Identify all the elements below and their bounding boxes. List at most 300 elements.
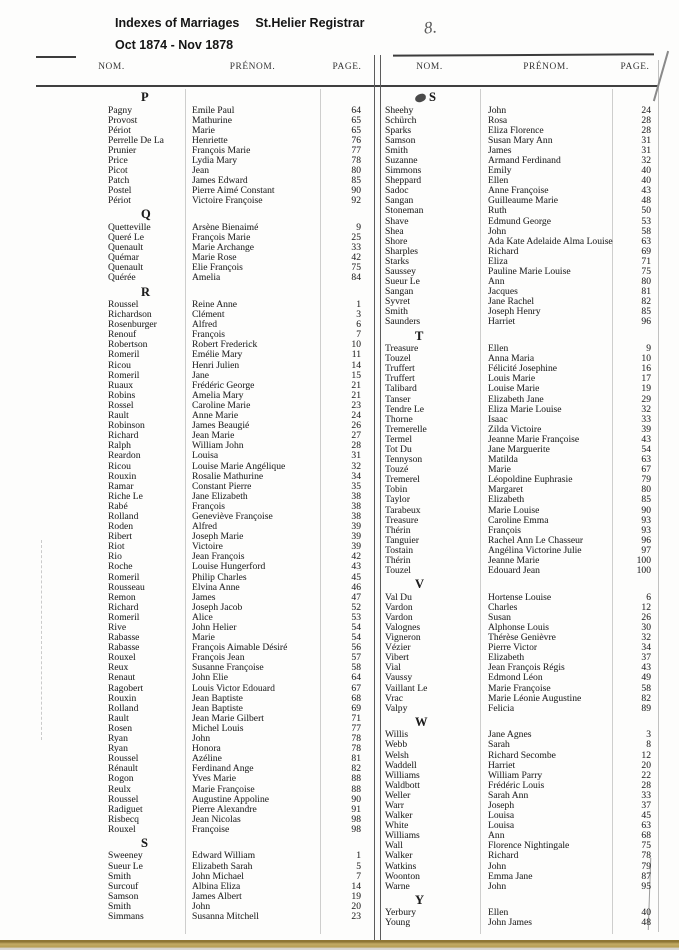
page-cell: 78 — [351, 743, 361, 755]
prenom-header: PRÉNOM. — [229, 62, 276, 72]
page-cell: 46 — [351, 581, 361, 593]
nom-cell: Rouxel — [108, 652, 136, 664]
prenom-cell: Louisa — [488, 810, 515, 822]
page-cell: 32 — [641, 154, 651, 166]
nom-cell: Rabasse — [108, 642, 140, 654]
prenom-cell: Isaac — [488, 413, 508, 425]
prenom-cell: Emma Jane — [488, 870, 533, 882]
prenom-header: PRÉNOM. — [523, 62, 569, 72]
nom-cell: Rouxin — [108, 470, 137, 482]
nom-cell: Tostain — [385, 544, 414, 556]
prenom-cell: Emile Paul — [192, 104, 235, 116]
nom-cell: Talibard — [385, 383, 417, 395]
page-cell: 12 — [641, 749, 651, 761]
page-cell: 78 — [641, 850, 651, 862]
nom-cell: Young — [385, 917, 411, 929]
page-cell: 31 — [641, 144, 651, 156]
table-row — [379, 237, 658, 247]
page-cell: 53 — [351, 611, 361, 623]
nom-cell: Tanser — [385, 393, 411, 405]
page-cell: 92 — [351, 195, 361, 207]
nom-cell: Rogon — [108, 773, 134, 785]
nom-cell: Starks — [385, 255, 409, 267]
prenom-cell: Susan — [488, 611, 511, 623]
page-cell: 85 — [641, 494, 651, 506]
prenom-cell: François Marie — [192, 144, 251, 156]
nom-cell: Ryan — [108, 743, 128, 755]
nom-cell: Roussel — [108, 753, 139, 765]
table-row — [379, 317, 658, 327]
page-cell: 20 — [351, 900, 361, 912]
page-cell: 75 — [351, 262, 361, 274]
prenom-cell: Marie Rose — [192, 252, 237, 264]
nom-cell: Ribert — [108, 531, 132, 543]
prenom-cell: Louise Marie Angélique — [192, 460, 286, 472]
nom-cell: Walker — [385, 850, 413, 862]
table-row — [379, 593, 658, 603]
nom-cell: Renaut — [108, 672, 136, 684]
nom-cell: Touzel — [385, 565, 411, 577]
prenom-cell: Felicia — [488, 702, 515, 714]
page-cell: 84 — [351, 272, 361, 284]
page-cell: 64 — [351, 672, 361, 684]
prenom-cell: Frédéric Louis — [488, 779, 545, 791]
prenom-cell: John Michael — [192, 870, 244, 882]
prenom-cell: Emily — [488, 165, 512, 177]
table-row — [379, 405, 658, 415]
nom-header: NOM. — [98, 62, 125, 72]
nom-cell: Price — [108, 154, 128, 166]
nom-cell: Robins — [108, 389, 136, 401]
nom-cell: Patch — [108, 175, 130, 187]
prenom-cell: John — [192, 900, 211, 912]
nom-cell: Warr — [385, 800, 404, 811]
nom-cell: Romeril — [108, 369, 140, 381]
prenom-cell: James Edward — [192, 175, 248, 187]
prenom-cell: Amelia Mary — [192, 389, 244, 401]
page-cell: 58 — [351, 662, 361, 674]
prenom-cell: Joseph Jacob — [192, 601, 243, 613]
prenom-cell: Marie — [192, 632, 215, 644]
page-cell: 81 — [351, 753, 361, 765]
page-cell: 9 — [356, 221, 361, 233]
page-cell: 34 — [351, 470, 361, 482]
page-cell: 63 — [641, 820, 651, 832]
nom-header: NOM. — [416, 62, 443, 72]
prenom-cell: John — [488, 860, 507, 872]
page-cell: 34 — [641, 642, 651, 654]
page-cell: 80 — [641, 276, 651, 288]
nom-cell: Vaillant Le — [385, 682, 428, 694]
page-title — [115, 16, 364, 30]
prenom-cell: Louisa — [488, 820, 515, 832]
nom-cell: Walker — [385, 810, 413, 822]
page-cell: 45 — [351, 571, 361, 583]
prenom-cell: François Jean — [192, 652, 245, 664]
prenom-cell: Alphonse Louis — [488, 622, 550, 633]
table-row — [379, 821, 658, 831]
nom-cell: Syvret — [385, 296, 411, 308]
page-cell: 47 — [351, 591, 361, 603]
table-row — [379, 791, 658, 801]
page-cell: 38 — [351, 510, 361, 522]
section-letter-w: W — [415, 714, 428, 729]
nom-cell: Rénault — [108, 763, 138, 775]
nom-cell: Richard — [108, 430, 139, 442]
nom-cell: Thérin — [385, 555, 411, 567]
page-cell: 64 — [351, 104, 361, 116]
prenom-cell: James — [192, 591, 216, 603]
nom-cell: Waldbott — [385, 779, 420, 791]
prenom-cell: Jean Marie Gilbert — [192, 712, 264, 724]
prenom-cell: Zilda Victoire — [488, 423, 542, 435]
nom-cell: Tobin — [385, 484, 408, 496]
page-cell: 14 — [351, 359, 361, 371]
page-cell: 53 — [641, 215, 651, 227]
page-cell: 71 — [641, 255, 651, 267]
prenom-cell: Reine Anne — [192, 299, 238, 310]
page-cell: 81 — [641, 286, 651, 298]
page-cell: 26 — [351, 420, 361, 432]
prenom-cell: Jane Elizabeth — [192, 490, 248, 502]
page-cell: 32 — [641, 403, 651, 415]
prenom-cell: Rosa — [488, 114, 508, 126]
prenom-cell: Marie Léonie Augustine — [488, 692, 582, 704]
nom-cell: Shore — [385, 235, 408, 247]
nom-cell: Reulx — [108, 783, 131, 795]
header-underline-rule — [36, 85, 659, 87]
page-cell: 40 — [641, 175, 651, 187]
page-cell: 8 — [646, 739, 651, 751]
table-row — [379, 694, 658, 704]
nom-cell: Ragobert — [108, 682, 144, 694]
page-cell: 43 — [641, 185, 651, 197]
table-row — [379, 811, 658, 821]
page-cell: 33 — [641, 789, 651, 801]
page-cell: 79 — [641, 474, 651, 486]
page-cell: 21 — [351, 389, 361, 401]
prenom-cell: Anne Françoise — [488, 185, 549, 197]
page-cell: 6 — [356, 319, 361, 331]
page-cell: 82 — [641, 296, 651, 308]
prenom-cell: Ferdinand Ange — [192, 763, 254, 775]
nom-cell: Stoneman — [385, 205, 424, 217]
nom-cell: Welsh — [385, 749, 409, 761]
bottom-gold-bar — [0, 940, 679, 950]
prenom-cell: Victoire — [192, 541, 223, 553]
page-cell: 23 — [351, 911, 361, 923]
nom-cell: White — [385, 820, 409, 832]
page-cell: 39 — [351, 521, 361, 533]
nom-cell: Sadoc — [385, 185, 409, 197]
nom-cell: Provost — [108, 114, 138, 126]
page-cell: 52 — [351, 601, 361, 613]
nom-cell: Périot — [108, 195, 131, 207]
prenom-cell: Ellen — [488, 343, 509, 355]
table-row — [379, 918, 658, 928]
nom-cell: Rolland — [108, 702, 139, 714]
prenom-cell: Philip Charles — [192, 571, 247, 583]
table-row — [379, 566, 658, 576]
page-cell: 40 — [641, 907, 651, 919]
page-cell: 100 — [636, 565, 651, 577]
nom-cell: Tarabeux — [385, 504, 421, 516]
page-cell: 95 — [641, 880, 651, 892]
page-cell: 33 — [641, 413, 651, 425]
page-cell: 24 — [641, 104, 651, 116]
prenom-cell: Eliza Marie Louise — [488, 403, 562, 415]
table-row — [38, 825, 374, 835]
nom-cell: Williams — [385, 769, 420, 781]
page-cell: 22 — [641, 769, 651, 781]
nom-cell: Samson — [385, 134, 416, 146]
page-cell: 91 — [351, 803, 361, 815]
page-header: PAGE. — [332, 62, 362, 72]
nom-cell: Truffert — [385, 363, 415, 375]
prenom-cell: Yves Marie — [192, 773, 237, 785]
nom-cell: Quenault — [108, 262, 144, 274]
page-cell: 65 — [351, 114, 361, 126]
page-cell: 48 — [641, 195, 651, 207]
table-row — [38, 196, 374, 206]
nom-cell: Sweeney — [108, 850, 143, 862]
prenom-cell: Florence Nightingale — [488, 840, 570, 852]
page-cell: 5 — [356, 860, 361, 872]
prenom-cell: Louisa — [192, 450, 219, 462]
nom-cell: Vigneron — [385, 632, 421, 644]
prenom-cell: Hortense Louise — [488, 591, 552, 603]
table-row — [379, 603, 658, 613]
nom-cell: Sheehy — [385, 104, 414, 116]
prenom-cell: Susanne Françoise — [192, 662, 264, 674]
prenom-cell: François — [192, 329, 226, 341]
table-row — [379, 801, 658, 811]
prenom-cell: Honora — [192, 743, 221, 755]
prenom-cell: Rachel Ann Le Chasseur — [488, 534, 584, 546]
nom-cell: Simmans — [108, 911, 144, 923]
prenom-cell: François Marie — [192, 232, 251, 244]
page-cell: 90 — [351, 793, 361, 805]
prenom-cell: Elizabeth Sarah — [192, 860, 253, 872]
prenom-cell: Jacques — [488, 286, 518, 298]
page-cell: 100 — [636, 555, 651, 567]
nom-cell: Saussey — [385, 266, 416, 277]
section-letter-v: V — [415, 577, 425, 592]
prenom-cell: Elie François — [192, 262, 243, 274]
prenom-cell: Joseph — [488, 800, 515, 811]
prenom-cell: James Beaugié — [192, 420, 250, 432]
table-row — [379, 751, 658, 761]
nom-cell: Rolland — [108, 510, 139, 522]
prenom-cell: Thérèse Genièvre — [488, 632, 556, 644]
nom-cell: Ralph — [108, 440, 131, 452]
nom-cell: Tot Du — [385, 444, 412, 455]
page-cell: 58 — [641, 682, 651, 694]
prenom-cell: Rosalie Mathurine — [192, 470, 264, 482]
page-cell: 43 — [641, 433, 651, 445]
prenom-cell: Geneviève Françoise — [192, 510, 273, 522]
nom-cell: Vardon — [385, 611, 413, 623]
nom-cell: Touzel — [385, 353, 411, 365]
prenom-cell: Edmund George — [488, 215, 551, 227]
page-cell: 19 — [641, 383, 651, 395]
nom-cell: Shea — [385, 225, 404, 237]
prenom-cell: Constant Pierre — [192, 480, 252, 492]
page-cell: 65 — [351, 124, 361, 136]
nom-cell: Yerbury — [385, 907, 417, 919]
nom-cell: Roche — [108, 561, 133, 573]
nom-cell: Ricou — [108, 359, 131, 371]
prenom-cell: Joseph Marie — [192, 531, 244, 543]
page-cell: 37 — [641, 800, 651, 811]
prenom-cell: Joseph Henry — [488, 306, 541, 318]
nom-cell: Reardon — [108, 450, 141, 462]
nom-cell: Ryan — [108, 733, 128, 745]
date-range: Oct 1874 - Nov 1878 — [115, 38, 234, 52]
page-cell: 31 — [351, 450, 361, 462]
nom-cell: Quetteville — [108, 221, 151, 233]
prenom-cell: Alice — [192, 611, 213, 623]
prenom-cell: Léopoldine Euphrasie — [488, 474, 573, 486]
prenom-cell: Eliza Florence — [488, 124, 544, 136]
page-cell: 75 — [641, 840, 651, 852]
prenom-cell: Edward William — [192, 850, 256, 862]
prenom-cell: Marie — [192, 124, 215, 136]
nom-cell: Termel — [385, 433, 413, 445]
nom-cell: Reux — [108, 662, 129, 674]
nom-cell: Rosenburger — [108, 319, 157, 331]
prenom-cell: Richard — [488, 245, 519, 257]
page-cell: 38 — [351, 500, 361, 512]
prenom-cell: François — [192, 500, 226, 512]
nom-cell: Tennyson — [385, 454, 423, 466]
prenom-cell: Jean François Régis — [488, 662, 565, 674]
table-row — [379, 882, 658, 892]
page-cell: 67 — [641, 464, 651, 476]
page-cell: 58 — [641, 225, 651, 237]
title-indexes: Indexes of Marriages — [115, 16, 240, 30]
page-cell: 54 — [351, 632, 361, 644]
page-cell: 85 — [351, 175, 361, 187]
page-cell: 21 — [351, 379, 361, 391]
page-cell: 97 — [641, 544, 651, 556]
prenom-cell: Louise Hungerford — [192, 561, 266, 573]
page-cell: 43 — [351, 561, 361, 573]
page-cell: 10 — [641, 353, 651, 365]
page-cell: 71 — [351, 712, 361, 724]
page-cell: 10 — [351, 339, 361, 351]
prenom-cell: Elvina Anne — [192, 581, 240, 593]
nom-cell: Rault — [108, 712, 129, 724]
page-cell: 37 — [641, 652, 651, 664]
nom-cell: Radiguet — [108, 803, 143, 815]
nom-cell: Willis — [385, 729, 409, 741]
page-cell: 56 — [351, 642, 361, 654]
nom-cell: Sueur Le — [108, 860, 143, 872]
nom-cell: Wall — [385, 840, 403, 852]
page-cell: 80 — [351, 165, 361, 177]
nom-cell: Smith — [108, 870, 131, 882]
prenom-cell: Anna Maria — [488, 353, 535, 365]
nom-cell: Sparks — [385, 124, 412, 136]
nom-cell: Sangan — [385, 286, 414, 298]
prenom-cell: François — [488, 524, 522, 536]
nom-cell: Vibert — [385, 652, 409, 664]
page-cell: 96 — [641, 534, 651, 546]
page-cell: 76 — [351, 134, 361, 146]
prenom-cell: Jean Baptiste — [192, 702, 243, 714]
nom-cell: Renouf — [108, 329, 137, 341]
prenom-cell: Pierre Victor — [488, 642, 538, 654]
nom-cell: Samson — [108, 890, 139, 902]
page-cell: 16 — [641, 363, 651, 375]
prenom-cell: Lydia Mary — [192, 154, 238, 166]
nom-cell: Riche Le — [108, 490, 143, 502]
nom-cell: Robertson — [108, 339, 148, 351]
nom-cell: Thérin — [385, 524, 411, 536]
section-letter-y: Y — [415, 892, 425, 907]
prenom-cell: John James — [488, 917, 532, 929]
nom-cell: Picot — [108, 165, 128, 177]
prenom-cell: Marie Archange — [192, 242, 255, 254]
nom-cell: Smith — [385, 306, 408, 318]
nom-cell: Richardson — [108, 309, 152, 321]
prenom-cell: Albina Eliza — [192, 880, 241, 892]
prenom-cell: Pierre Aimé Constant — [192, 185, 275, 197]
page-cell: 29 — [641, 393, 651, 405]
page-cell: 33 — [351, 242, 361, 254]
nom-cell: Roussel — [108, 793, 139, 805]
nom-cell: Vial — [385, 662, 401, 674]
nom-cell: Romeril — [108, 571, 140, 583]
nom-cell: Vrac — [385, 692, 404, 704]
page-cell: 67 — [351, 682, 361, 694]
nom-cell: Risbecq — [108, 813, 139, 825]
nom-cell: Weller — [385, 789, 411, 801]
prenom-cell: Sarah Ann — [488, 789, 529, 801]
nom-cell: Romeril — [108, 349, 140, 361]
nom-cell: Pagny — [108, 104, 132, 116]
page-cell: 69 — [351, 702, 361, 714]
table-row — [379, 136, 658, 146]
nom-cell: Smith — [108, 900, 131, 912]
section-letter-p: P — [141, 90, 149, 104]
prenom-cell: Robert Frederick — [192, 339, 258, 351]
prenom-cell: Richard — [488, 850, 519, 862]
page-cell: 7 — [356, 329, 361, 341]
page-cell: 98 — [351, 823, 361, 835]
prenom-cell: James — [488, 144, 512, 156]
page-cell: 80 — [641, 484, 651, 496]
center-divider-line — [374, 55, 375, 941]
page-cell: 7 — [356, 870, 361, 882]
page-cell: 68 — [641, 830, 651, 842]
prenom-cell: Pierre Alexandre — [192, 803, 257, 815]
nom-cell: Quémar — [108, 252, 139, 264]
page-cell: 54 — [351, 622, 361, 633]
page-cell: 38 — [351, 490, 361, 502]
right-edge-line — [658, 60, 659, 932]
prenom-cell: Jeanne Marie — [488, 555, 540, 567]
prenom-cell: Caroline Emma — [488, 514, 549, 526]
nom-cell: Waddell — [385, 759, 417, 771]
nom-cell: Treasure — [385, 514, 419, 526]
page-cell: 77 — [351, 722, 361, 734]
page-cell: 39 — [351, 531, 361, 543]
prenom-cell: Jean Nicolas — [192, 813, 241, 825]
page-cell: 54 — [641, 444, 651, 455]
prenom-cell: Elizabeth — [488, 494, 525, 506]
